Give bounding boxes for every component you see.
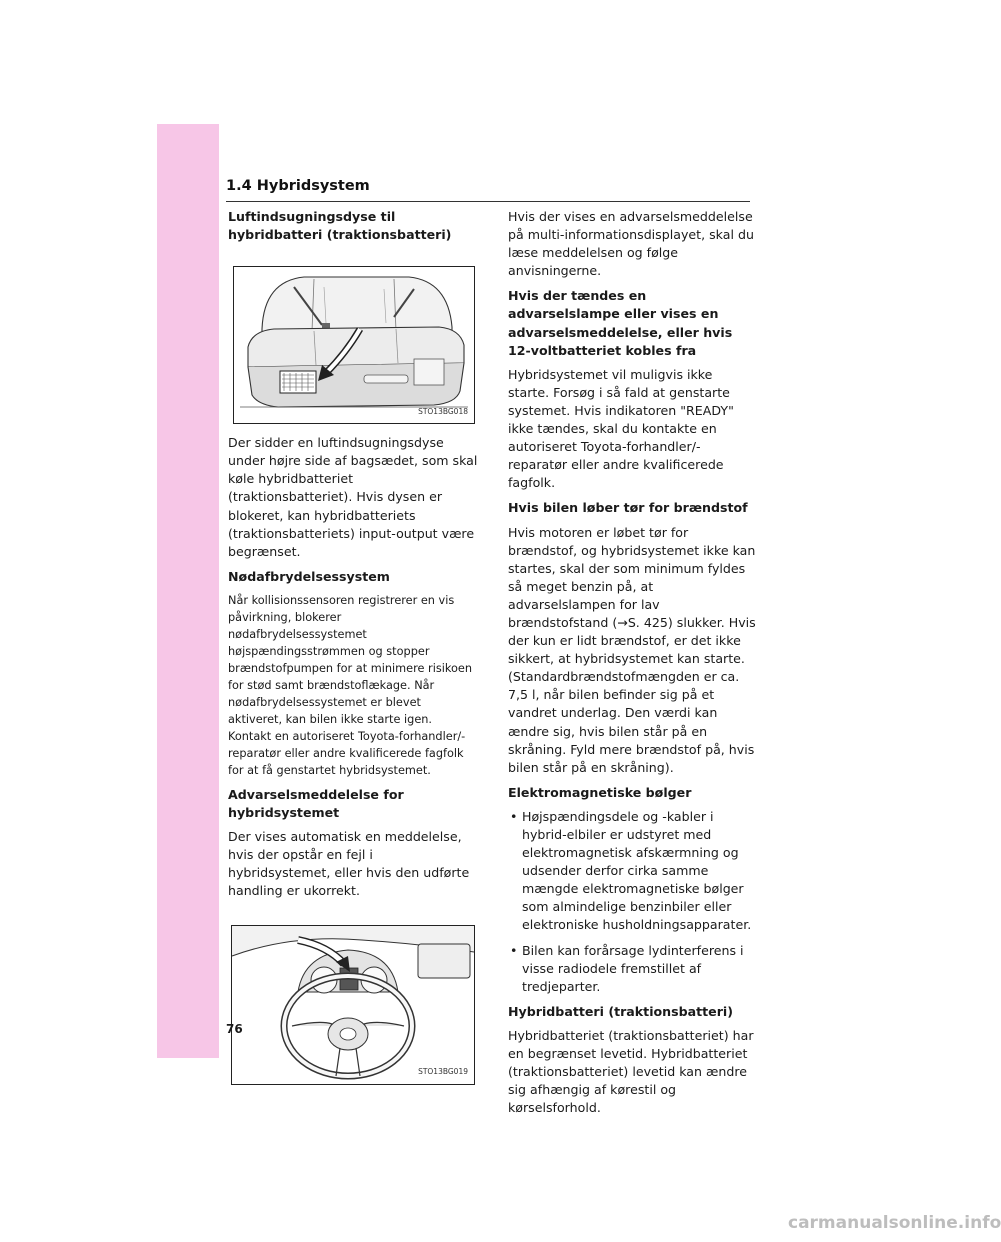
page-number: 76 [226, 1022, 243, 1036]
paragraph-out-of-fuel: Hvis motoren er løbet tør for brændstof, og hybridsystemet ikke kan startes, skal der som minimum fyldes så meget benzin på, at advarselslampen for lav brændstofstand (→S. 425) slukker. Hvis der kun er lidt brændstof, er det ikke sikkert, at hybridsystemet kan starte. (Standardbrændstofmængden er ca. 7,5 l, når bilen befinder sig på et vandret underlag. Den værdi kan ændre sig, hvis bilen står på en skråning. Fyld mere brændstof på, hvis bilen står på en skråning). [508, 524, 756, 775]
heading-out-of-fuel: Hvis bilen løber tør for brændstof [508, 500, 748, 516]
watermark: carmanualsonline.info [788, 1213, 1001, 1233]
header-rule [226, 201, 750, 202]
figure-code: STO13BG019 [418, 1067, 468, 1077]
heading-electromagnetic: Elektromagnetiske bølger [508, 784, 692, 800]
list-item [508, 942, 756, 996]
bullet-mark: • [510, 942, 518, 958]
list-item [508, 808, 756, 935]
figure-rear-seat [233, 266, 475, 424]
figure-dashboard [231, 925, 475, 1085]
paragraph-warning-display: Hvis der vises en advarselsmeddelelse på multi-informationsdisplayet, skal du læse meddelelsen og følge anvisningerne. [508, 209, 754, 279]
section-title: 1.4 Hybridsystem [226, 178, 370, 194]
paragraph-hybrid-battery: Hybridbatteriet (traktionsbatteriet) har en begrænset levetid. Hybridbatteriet (traktionsbatteriet) levetid kan ændre sig afhængig af kørestil og kørselsforhold. [508, 1027, 754, 1116]
rear-seat-illustration [234, 267, 474, 423]
bullet-text: Bilen kan forårsage lydinterferens i visse radiodele fremstillet af tredjeparter. [522, 942, 744, 994]
bullet-mark: • [510, 808, 518, 824]
paragraph-air-intake: Der sidder en luftindsugningsdyse under højre side af bagsædet, som skal køle hybridbatteriet (traktionsbatteriet). Hvis dysen er blokeret, kan hybridbatteriets (traktionsbatteriets) input-output være begrænset. [228, 435, 478, 559]
dashboard-illustration [232, 926, 474, 1084]
chapter-tab [157, 124, 219, 1058]
left-column [228, 208, 478, 1095]
paragraph-warning-lamp: Hybridsystemet vil muligvis ikke starte. Forsøg i så fald at genstarte systemet. Hvis indikatoren "READY" ikke tændes, skal du kontakte en autoriseret Toyota-forhandler/-reparatør eller andre kvalificerede fagfolk. [508, 366, 734, 491]
bullet-text: Højspændingsdele og -kabler i hybrid-elbiler er udstyret med elektromagnetisk afskærmning og udsender derfor cirka samme mængde elektromagnetiske bølger som almindelige benzinbiler eller elektroniske husholdningsapparater. [522, 808, 752, 933]
heading-emergency-shutoff: Nødafbrydelsessystem [228, 568, 390, 584]
heading-air-intake: Luftindsugningsdyse til hybridbatteri (traktionsbatteri) [228, 209, 452, 243]
right-column [508, 208, 756, 1124]
heading-hybrid-battery: Hybridbatteri (traktionsbatteri) [508, 1003, 734, 1019]
heading-warning-lamp: Hvis der tændes en advarselslampe eller vises en advarselsmeddelelse, eller hvis 12-voltbatteriet kobles fra [508, 288, 733, 358]
paragraph-warning-message: Der vises automatisk en meddelelse, hvis der opstår en fejl i hybridsystemet, eller hvis den udførte handling er ukorrekt. [228, 829, 470, 899]
figure-code: STO13BG018 [418, 407, 468, 417]
heading-warning-message: Advarselsmeddelelse for hybridsystemet [228, 786, 404, 821]
paragraph-emergency-shutoff: Når kollisionssensoren registrerer en vis påvirkning, blokerer nødafbrydelsessystemet højspændingsstrømmen og stopper brændstofpumpen for at minimere risikoen for stød samt brændstoflækage. Når nødafbrydelsessystemet er blevet aktiveret, kan bilen ikke starte igen. Kontakt en autoriseret Toyota-forhandler/-reparatør eller andre kvalificerede fagfolk for at få genstartet hybridsystemet. [228, 593, 473, 777]
